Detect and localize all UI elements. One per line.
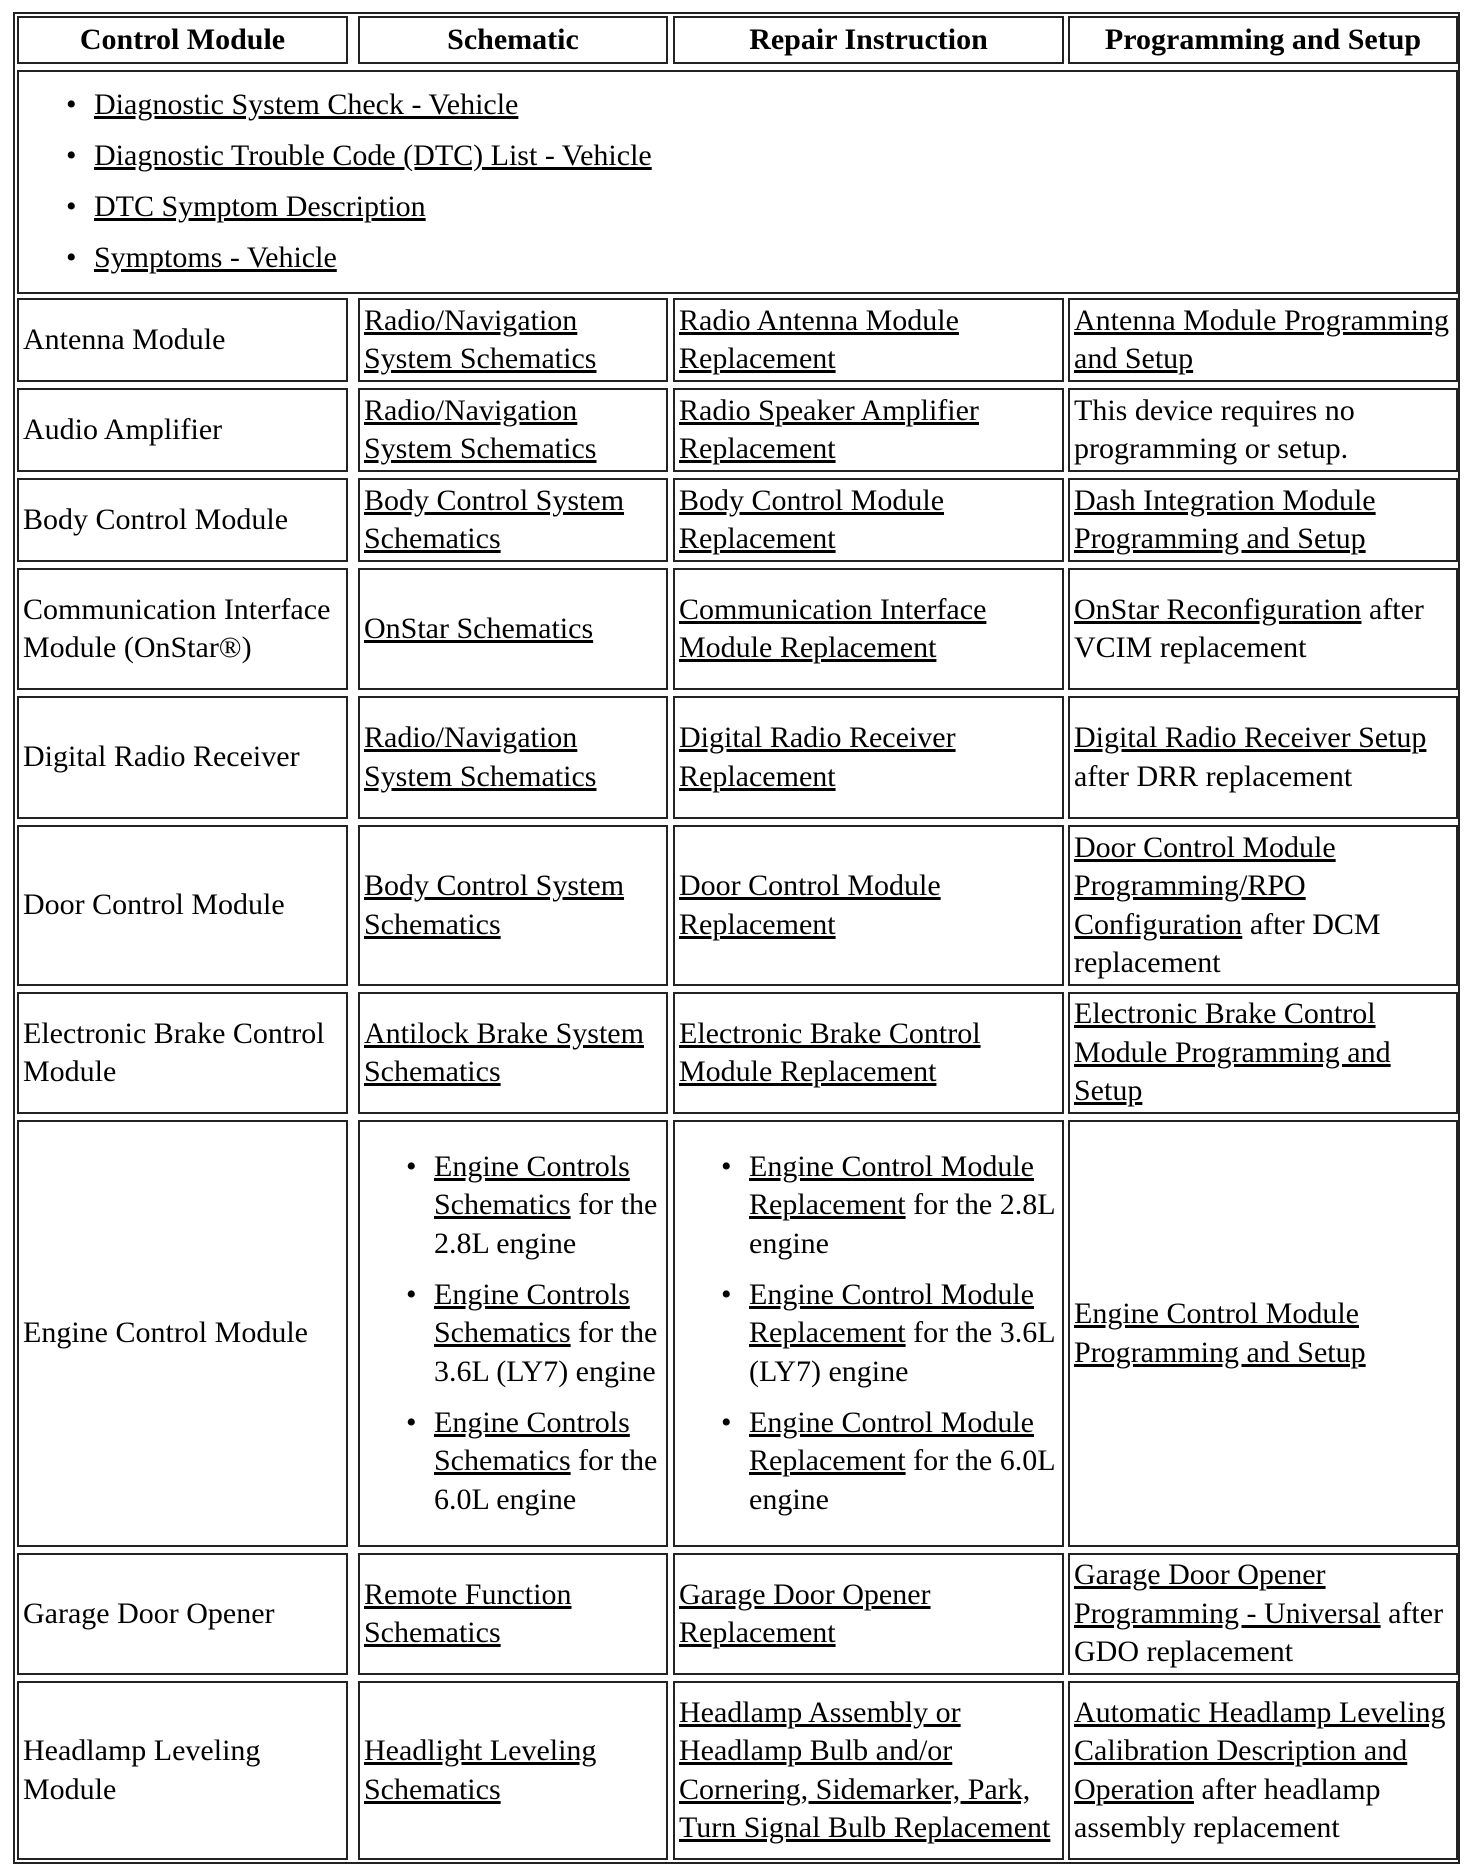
list-item [94,137,1452,176]
list-item [434,1148,662,1264]
programming-cell [1068,1681,1458,1860]
module-name: Electronic Brake Control Module [23,1016,325,1088]
list-item [94,188,1452,227]
engine-variant-note: for the 6.0L engine [749,1444,1055,1516]
repair-cell [673,992,1064,1114]
repair-link[interactable]: Engine Control Module Replacement [749,1405,1034,1478]
module-name: Audio Amplifier [23,412,223,446]
module-name-cell [17,1681,348,1860]
programming-cell [1068,1120,1458,1547]
repair-cell [673,1553,1064,1675]
repair-cell [673,825,1064,986]
module-name-cell [17,1120,348,1547]
programming-cell [1068,696,1458,819]
programming-note: after VCIM replacement [1074,592,1424,664]
dtc-list-link[interactable]: Diagnostic Trouble Code (DTC) List - Vehicle [94,139,652,173]
schematic-link[interactable]: Body Control System Schematics [364,483,625,555]
header-control-module: Control Module [17,16,348,64]
engine-variant-note: for the 2.8L engine [749,1188,1055,1260]
programming-link[interactable]: OnStar Reconfiguration [1074,592,1362,626]
schematic-cell [358,992,668,1114]
programming-cell [1068,1553,1458,1675]
schematic-link[interactable]: Radio/Navigation System Schematics [364,303,597,375]
repair-link[interactable]: Door Control Module Replacement [679,869,941,941]
repair-link[interactable]: Electronic Brake Control Module Replacement [679,1016,981,1088]
module-name-cell [17,478,348,562]
schematic-cell [358,825,668,986]
module-name-cell [17,1553,348,1675]
programming-link[interactable]: Garage Door Opener Programming - Universal [1074,1558,1381,1630]
repair-link[interactable]: Body Control Module Replacement [679,483,945,555]
repair-cell [673,1681,1064,1860]
engine-variant-note: for the 3.6L (LY7) engine [434,1316,658,1388]
programming-note: after DCM replacement [1074,907,1381,979]
module-name-cell [17,825,348,986]
engine-variant-note: for the 6.0L engine [434,1444,658,1516]
programming-link[interactable]: Antenna Module Programming and Setup [1074,303,1449,375]
repair-link[interactable]: Radio Speaker Amplifier Replacement [679,393,979,465]
schematic-link[interactable]: Engine Controls Schematics [434,1149,630,1222]
schematic-cell [358,1120,668,1547]
repair-link[interactable]: Engine Control Module Replacement [749,1277,1034,1350]
module-name: Digital Radio Receiver [23,740,300,774]
module-name-cell [17,568,348,690]
repair-cell [673,568,1064,690]
module-name: Headlamp Leveling Module [23,1734,261,1806]
repair-link[interactable]: Headlamp Assembly or Headlamp Bulb and/or Cornering, Sidemarker, Park, Turn Signal Bulb Replacement [679,1695,1051,1844]
module-name-cell [17,696,348,819]
module-name: Antenna Module [23,322,226,356]
repair-link[interactable]: Engine Control Module Replacement [749,1149,1034,1222]
schematic-cell [358,1553,668,1675]
programming-link[interactable]: Engine Control Module Programming and Setup [1074,1297,1366,1369]
schematic-link[interactable]: Engine Controls Schematics [434,1277,630,1350]
programming-note: This device requires no programming or setup. [1074,393,1355,465]
schematic-link[interactable]: Remote Function Schematics [364,1577,572,1649]
repair-link[interactable]: Garage Door Opener Replacement [679,1577,931,1649]
repair-cell [673,388,1064,472]
programming-cell [1068,388,1458,472]
repair-link[interactable]: Communication Interface Module Replacement [679,592,987,664]
programming-link[interactable]: Door Control Module Programming/RPO Configuration [1074,830,1336,941]
programming-cell [1068,568,1458,690]
diagnostic-system-check-link[interactable]: Diagnostic System Check - Vehicle [94,88,519,122]
module-name: Door Control Module [23,888,285,922]
programming-cell [1068,478,1458,562]
schematic-cell [358,568,668,690]
programming-link[interactable]: Automatic Headlamp Leveling Calibration Description and Operation [1074,1695,1446,1806]
list-item [749,1148,1058,1264]
engine-variant-note: for the 3.6L (LY7) engine [749,1316,1055,1388]
schematic-link[interactable]: Engine Controls Schematics [434,1405,630,1478]
module-name-cell [17,298,348,382]
module-name: Engine Control Module [23,1316,308,1350]
general-diagnostics-links [17,70,1458,294]
module-name: Garage Door Opener [23,1596,275,1630]
schematic-cell [358,388,668,472]
list-item [94,239,1452,278]
programming-link[interactable]: Electronic Brake Control Module Programming and Setup [1074,997,1391,1108]
module-name: Body Control Module [23,502,289,536]
header-programming-and-setup: Programming and Setup [1068,16,1458,64]
module-name-cell [17,992,348,1114]
header-repair-instruction: Repair Instruction [673,16,1064,64]
schematic-link[interactable]: Radio/Navigation System Schematics [364,721,597,793]
engine-variant-note: for the 2.8L engine [434,1188,658,1260]
repair-cell [673,478,1064,562]
engine-repair-list [679,1148,1058,1520]
list-item [94,86,1452,125]
dtc-symptom-description-link[interactable]: DTC Symptom Description [94,190,426,224]
list-item [749,1404,1058,1520]
list-item [749,1276,1058,1392]
repair-cell [673,298,1064,382]
engine-schematic-list [364,1148,662,1520]
programming-cell [1068,298,1458,382]
schematic-link[interactable]: Radio/Navigation System Schematics [364,393,597,465]
schematic-cell [358,478,668,562]
programming-note: after headlamp assembly replacement [1074,1772,1381,1844]
header-schematic: Schematic [358,16,668,64]
general-links-list [23,86,1452,278]
control-module-reference-table [13,12,1460,1864]
repair-cell [673,696,1064,819]
schematic-link[interactable]: Antilock Brake System Schematics [364,1016,644,1088]
symptoms-vehicle-link[interactable]: Symptoms - Vehicle [94,241,337,275]
list-item [434,1404,662,1520]
repair-cell [673,1120,1064,1547]
programming-cell [1068,825,1458,986]
repair-link[interactable]: Digital Radio Receiver Replacement [679,721,956,793]
schematic-link[interactable]: OnStar Schematics [364,611,594,645]
schematic-cell [358,298,668,382]
schematic-cell [358,696,668,819]
schematic-link[interactable]: Body Control System Schematics [364,869,625,941]
module-name-cell [17,388,348,472]
list-item [434,1276,662,1392]
repair-link[interactable]: Radio Antenna Module Replacement [679,303,959,375]
programming-note: after GDO replacement [1074,1596,1444,1669]
programming-cell [1068,992,1458,1114]
programming-link[interactable]: Dash Integration Module Programming and Setup [1074,483,1376,555]
programming-link[interactable]: Digital Radio Receiver Setup [1074,721,1427,754]
programming-note: after DRR replacement [1074,759,1353,793]
module-name: Communication Interface Module (OnStar®) [23,592,331,664]
schematic-cell [358,1681,668,1860]
schematic-link[interactable]: Headlight Leveling Schematics [364,1734,597,1806]
